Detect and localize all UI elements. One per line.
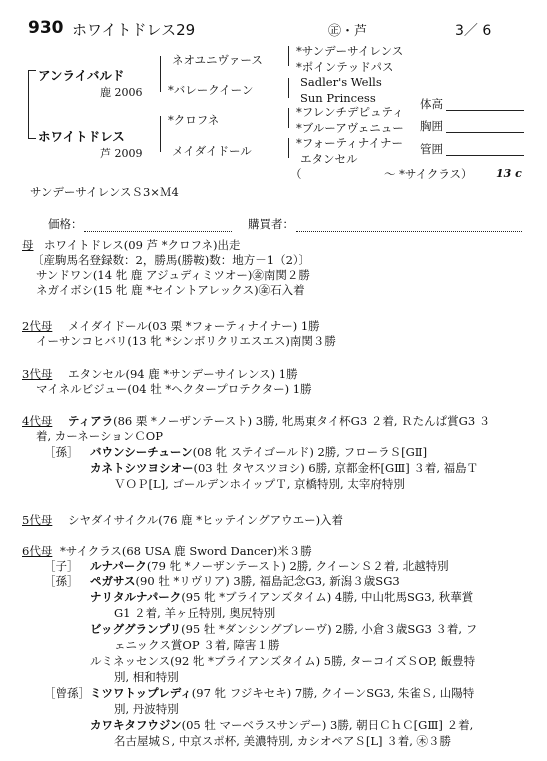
mitsuwa-line-2: 別, 丹波特別 <box>114 702 179 716</box>
horse-name-bold: カワキタフウジン <box>90 718 182 732</box>
price-field[interactable] <box>84 216 232 232</box>
horse-name-bold: ミツワトップレディ <box>90 686 192 700</box>
section-label: 母 <box>22 238 34 252</box>
fourth-dam-section <box>22 413 537 499</box>
dam-line-3: サンドワン(14 牝 鹿 アジュディミツオー)㊎南関２勝 <box>36 268 310 282</box>
birth-date: 3／ 6 <box>455 23 492 39</box>
race-record: (90 牡 *リヴリア) 3勝, 福島記念G3, 新潟３歳SG3 <box>135 574 400 588</box>
horse-name-bold: ティアラ <box>68 414 114 428</box>
race-record: (79 牝 *ノーザンテースト) 2勝, クイーンＳ２着, 北越特別 <box>146 559 449 573</box>
g5-line-1: シヤダイサイクル(76 鹿 *ヒッテイングアウエー)入着 <box>68 513 344 527</box>
dam-color-year: 芦 2009 <box>100 147 143 160</box>
g2-line-2: イーサンコヒバリ(13 牝 *シンボリクリエスエス)南関３勝 <box>36 334 336 348</box>
lumi-line-1: ルミネッセンス(92 牝 *ブライアンズタイム) 5勝, ターコイズＳOP, 飯豊特 <box>90 654 476 668</box>
section-label: 5代母 <box>22 513 53 527</box>
horse-name-bold: ルナパーク <box>90 559 147 573</box>
dam-dam-sire: *フォーティナイナー <box>296 136 403 150</box>
sire-sire-sire: *サンデーサイレンス <box>296 44 404 58</box>
naritaru-line-2: G1 ２着, 羊ヶ丘特別, 奥尻特別 <box>114 606 276 620</box>
bracket-line <box>288 108 289 128</box>
g4-line-5: ＶＯＰ[L], ゴールデンホイップＴ, 京橋特別, 太宰府特別 <box>114 477 405 491</box>
race-record: (05 牡 マーベラスサンデー) 3勝, 朝日ＣｈＣ[GⅢ] ２着, <box>181 718 474 732</box>
grand-label: ［孫］ <box>44 574 79 588</box>
sire-color-year: 鹿 2006 <box>100 86 143 99</box>
dam-sire: *クロフネ <box>168 113 220 127</box>
horse-name: ホワイトドレス29 <box>72 21 196 39</box>
height-label: 体高 <box>420 97 443 111</box>
sire-sire: ネオユニヴァース <box>172 53 263 67</box>
bracket-line <box>28 70 29 138</box>
race-record: (95 牝 *ブライアンズタイム) 4勝, 中山牝馬SG3, 秋華賞 <box>181 590 474 604</box>
sire-name: アンライバルド <box>38 68 125 83</box>
sire-dam-dam: Sun Princess <box>300 91 376 105</box>
chest-field[interactable] <box>446 118 524 133</box>
dam-dam: メイダイドール <box>172 144 252 158</box>
section-label: 2代母 <box>22 319 53 333</box>
bracket-line <box>288 78 289 98</box>
family-paren: （ <box>290 167 302 181</box>
cannon-label: 管囲 <box>420 142 443 156</box>
big-line-2: ェニックス賞OP ３着, 障害１勝 <box>114 638 280 652</box>
grand-label: ［孫］ <box>44 445 79 459</box>
buyer-label: 購買者： <box>248 217 294 231</box>
kawa-line-2: 名古屋城Ｓ, 中京スポ杯, 美濃特別, カシオペアＳ[L] ３着, ㊍３勝 <box>114 734 452 748</box>
bracket-line <box>28 70 36 71</box>
third-dam-section <box>22 366 532 400</box>
sire-sire-dam: *ポインテッドパス <box>296 60 394 74</box>
bracket-line <box>28 138 36 139</box>
g3-line-1: エタンセル(94 鹿 *サンデーサイレンス) 1勝 <box>68 367 298 381</box>
dam-line-4: ネガイボシ(15 牝 鹿 *セイントアレックス)㊎石入着 <box>36 283 305 297</box>
race-record: (97 牝 フジキセキ) 7勝, クイーンSG3, 朱雀Ｓ, 山陽特 <box>191 686 475 700</box>
g3-line-2: マイネルビジュー(04 牡 *ヘクタープロテクター) 1勝 <box>36 382 312 396</box>
horse-name-bold: ナリタルナパーク <box>90 590 182 604</box>
horse-name-bold: バウンシーチューン <box>90 445 193 459</box>
dam-section <box>22 237 532 301</box>
chest-label: 胸囲 <box>420 119 443 133</box>
horse-name-bold: カネトシツヨシオー <box>90 461 194 475</box>
fifth-dam-section <box>22 512 532 530</box>
price-label: 価格： <box>48 217 83 231</box>
race-record: (03 牡 タヤスツヨシ) 6勝, 京都金杯[GⅢ] ３着, 福島Ｔ <box>193 461 479 475</box>
dam-sire-sire: *フレンチデピュティ <box>296 105 404 119</box>
dam-sire-dam: *ブルーアヴェニュー <box>296 121 404 135</box>
height-field[interactable] <box>446 96 524 111</box>
bracket-line <box>288 138 289 158</box>
sixth-dam-section <box>22 543 537 757</box>
section-label: 6代母 <box>22 544 53 558</box>
sex-color: ㊣・芦 <box>328 24 368 39</box>
section-label: 4代母 <box>22 414 53 428</box>
child-label: ［子］ <box>44 559 79 573</box>
second-dam-section <box>22 318 532 352</box>
g2-line-1: メイダイドール(03 栗 *フォーティナイナー) 1勝 <box>68 319 320 333</box>
lot-number: 930 <box>28 18 64 38</box>
race-record: (86 栗 *ノーザンテースト) 3勝, 牝馬東タイ杯G3 ２着, Ｒたんぱ賞G3 ３ <box>113 414 491 428</box>
bracket-line <box>288 46 289 66</box>
g6-line-1: *サイクラス(68 USA 鹿 Sword Dancer)米３勝 <box>60 544 312 558</box>
cannon-field[interactable] <box>446 141 524 156</box>
family-number: 13 c <box>496 167 522 180</box>
horse-name-bold: ペガサス <box>90 574 136 588</box>
sire-dam-sire: Sadler's Wells <box>300 75 382 89</box>
bracket-line <box>160 116 161 152</box>
dam-name: ホワイトドレス <box>38 129 125 144</box>
dam-dam-dam: エタンセル <box>300 152 358 166</box>
great-grand-label: ［曾孫］ <box>44 686 90 700</box>
race-record: (08 牝 ステイゴールド) 2勝, フローラＳ[GⅡ] <box>192 445 428 459</box>
section-label: 3代母 <box>22 367 53 381</box>
family-line: ～ *サイクラス） <box>384 167 473 181</box>
lumi-line-2: 別, 相和特別 <box>114 670 179 684</box>
horse-name-bold: ビッググランプリ <box>90 622 182 636</box>
g4-line-2: 着, カーネーションＣOP <box>36 429 163 443</box>
inbreeding: サンデーサイレンスＳ3×Ｍ4 <box>30 185 179 199</box>
sire-dam: *バレークイーン <box>168 83 254 97</box>
buyer-field[interactable] <box>296 216 522 232</box>
dam-line-2: 〔産駒馬名登録数：2，勝馬(勝鞍)数：地方－1（2）〕 <box>32 253 311 267</box>
dam-line-1: ホワイトドレス(09 芦 *クロフネ)出走 <box>44 238 241 252</box>
bracket-line <box>160 56 161 92</box>
race-record: (95 牡 *ダンシングブレーヴ) 2勝, 小倉３歳SG3 ３着, フ <box>181 622 478 636</box>
